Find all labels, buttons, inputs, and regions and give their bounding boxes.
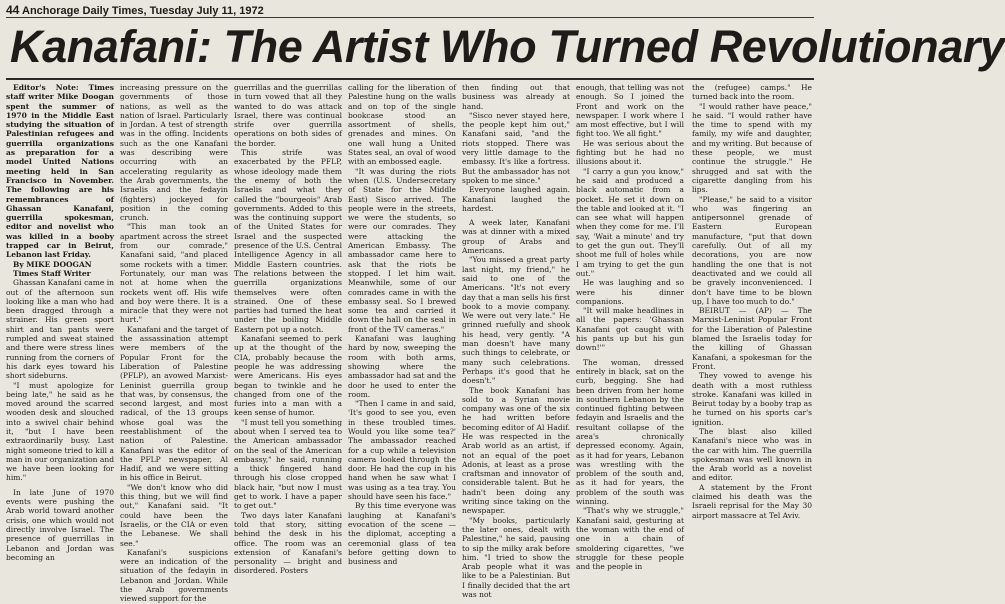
- article-paragraph: "Then I came in and said, 'It's good to see you, even in these troubled times. Would you like some tea?' The ambassador reached for a cup while a television camera looked through the door. He had the cup in his hand when he saw what I was using as a tea tray. You should have seen his face.": [348, 399, 456, 502]
- article-paragraph: "Please," he said to a visitor who was fingering an antipersonnel grenade of Eastern European manufacture, "put that down carefully. Out of all my decorations, you are now handling the one that is not deactivated and we could all be gravely inconvenienced. I don't have time to be blown up, I have too much to do.": [692, 194, 812, 306]
- byline-author: By MIKE DOOGAN: [13, 259, 92, 269]
- article-paragraph: "I would rather have peace," he said. "I would rather have the time to spend with my family, my wife and daughter, and my writing. But because of these people, we must continue the struggle." He shrugged and sat with the cigarette dangling from his lips.: [692, 101, 812, 195]
- publication-name: Anchorage Daily Times,: [22, 5, 147, 17]
- article-paragraph: Kanafani and the target of the assassination attempt were members of the Popular Front for the Liberation of Palestine (PFLP), an avowed Marxist-Leninist guerrilla group that was, by consensus, the second largest, and most radical, of the 13 groups whose goal was the reestablishment of the nation of Palestine. Kanafani was the editor of the PFLP newspaper, Al Hadif, and we were sitting in his office in Beirut.: [120, 324, 228, 483]
- article-column-5: [462, 83, 570, 600]
- article-column-4: [348, 83, 456, 567]
- article-column-7: [692, 83, 812, 520]
- article-paragraph: They vowed to avenge his death with a most ruthless stroke. Kanafani was killed in Beirut today by a booby trap as he turned on his sports car's ignition.: [692, 371, 812, 427]
- article-paragraph: A statement by the Front claimed his death was the Israeli reprisal for the May 30 airport massacre at Tel Aviv.: [692, 482, 812, 520]
- article-paragraph: Everyone laughed again. Kanafani laughed the hardest.: [462, 185, 570, 213]
- article-paragraph: Kanafani was laughing hard by now, sweeping the room with both arms, showing where the ambassador had sat and the door he used to enter the room.: [348, 334, 456, 399]
- article-paragraph: "I carry a gun you know," he said and produced a black automatic from a pocket. He set it down on the table and looked at it. "I can see what will happen when they come for me. I'll say, 'Wait a minute' and try to get the gun out. They'll shoot me full of holes while I am trying to get the gun out.": [576, 166, 684, 278]
- article-paragraph: "That's why we struggle," Kanafani said, gesturing at the woman with the end of one in a chain of smoldering cigarettes, "we struggle for these people and the people in: [576, 506, 684, 572]
- page-number: 44: [6, 3, 20, 17]
- article-paragraph: This strife was exacerbated by the PFLP, whose ideology made them the enemy of both the Israelis and what they called the "bourgeois" Arab governments. Added to this was the continuing support of the United States for Israel and the suspected presence of the U.S. Central Intelligence Agency in all Middle Eastern countries. The relations between the guerrilla organizations themselves were often strained. One of these parties had turned the heat under the boiling Middle Eastern pot up a notch.: [234, 148, 342, 334]
- article-paragraph: "This man took an apartment across the street from our comrade," Kanafani said, "and placed some rockets with a timer. Fortunately, our man was not at home when the rockets went off. His wife and boy were there. It is a miracle that they were not hurt.": [120, 222, 228, 325]
- article-paragraph: enough, that telling was not enough. So I joined the Front and work on the newspaper. I work where I am most effective, but I will fight too. We all fight.": [576, 83, 684, 139]
- article-paragraph: Ghassan Kanafani came in out of the afternoon sun looking like a man who had been dragged through a strainer. His green sport shirt and tan pants were rumpled and sweat stained and there were stress lines running from the corners of his dark eyes toward his short sideburns.: [6, 278, 114, 381]
- article-column-6: [576, 83, 684, 572]
- article-paragraph: "We don't know who did this thing, but we will find out," Kanafani said. "It could have been the Israelis, or the CIA or even the Lebanese. We shall see.": [120, 482, 228, 548]
- article-paragraph: "Sisco never stayed here, the people kept him out," Kanafani said, "and the riots stopped. There was very little damage to the embassy. It's like a fortress. But the ambassador has not spoken to me since.": [462, 110, 570, 185]
- article-paragraph: The woman, dressed entirely in black, sat on the curb, begging. She had been driven from her home in southern Lebanon by the continued fighting between fedayin and Israelis and the resultant collapse of the area's chronically depressed economy. Again, as it had for years, Lebanon was wrestling with the problem of the south and, as it had for years, the problem of the south was winning.: [576, 357, 684, 507]
- article-paragraph: He was laughing and so were his dinner companions.: [576, 278, 684, 306]
- headline-rule: [6, 78, 814, 80]
- article-paragraph: Two days later Kanafani told that story, sitting behind the desk in his office. The room was an extension of Kanafani's personality — bright and disordered. Posters: [234, 510, 342, 576]
- article-paragraph: then finding out that business was already at hand.: [462, 83, 570, 111]
- article-paragraph: "I must apologize for being late," he said as he moved around the scarred wooden desk and slouched into a swivel chair behind it, "but I have been extraordinarily busy. Last night someone tried to kill a man in our organization and we have been looking for him.": [6, 380, 114, 483]
- article-paragraph: the (refugee) camps." He turned back into the room.: [692, 83, 812, 102]
- article-paragraph: "It will make headlines in all the papers: 'Ghassan Kanafani got caught with his pants up but his gun down!'": [576, 306, 684, 353]
- article-paragraph: Kanafani's suspicions were an indication of the situation of the fedayin in Lebanon and Jordan. While the Arab governments viewed support for the: [120, 547, 228, 604]
- article-paragraph: In late June of 1970 events were pushing the Arab world toward another crisis, one which would not directly involve Israel. The presence of guerrillas in Lebanon and Jordan was becoming an: [6, 487, 114, 562]
- article-paragraph: calling for the liberation of Palestine hung on the walls and on top of the single bookcase stood an assortment of shells, grenades and mines. On one wall hung a United States seal, an oval of wood with an embossed eagle.: [348, 83, 456, 167]
- article-paragraph: "My books, particularly the later ones, dealt with Palestine," he said, pausing to sip the milky arak before him. "I tried to show the Arab people what it was like to be a Palestinian. But I finally decided that the art was not: [462, 515, 570, 600]
- article-column-2: [120, 83, 228, 604]
- article-paragraph: guerrillas and the guerrillas in turn vowed that all they wanted to do was attack Israel, there was continual strife over guerrilla operations on both sides of the border.: [234, 83, 342, 148]
- byline-title: Times Staff Writer: [13, 268, 91, 278]
- article-paragraph: increasing pressure on the governments of those nations, as well as the nation of Israel. Particularly in Jordan. A test of strength was in the offing. Incidents such as the one Kanafani was describing were occurring with an accelerating regularity as the Arab governments, the Israelis and the fedayin (fighters) jockeyed for position in the coming crunch.: [120, 83, 228, 223]
- dateline-paragraph: BEIRUT — (AP) — The Marxist-Leninist Popular Front for the Liberation of Palestine blamed the Israelis today for the killing of Ghassan Kanafani, a spokesman for the Front.: [692, 306, 812, 371]
- masthead: [6, 3, 814, 17]
- publication-date: Tuesday July 11, 1972: [149, 5, 264, 17]
- article-paragraph: A week later, Kanafani was at dinner with a mixed group of Arabs and Americans.: [462, 218, 570, 256]
- article-paragraph: The blast also killed Kanafani's niece who was in the car with him. The guerrilla spokesman was well known in the Arab world as a novelist and editor.: [692, 426, 812, 483]
- article-headline: Kanafani: The Artist Who Turned Revolutionary: [10, 21, 1005, 72]
- article-paragraph: The book Kanafani has sold to a Syrian movie company was one of the six he had written before becoming editor of Al Hadif. He was respected in the Arab world as an artist, if not an equal of the poet Adonis, at least as a prose craftsman and innovator of considerable talent. But he hadn't been doing any writing since taking on the newspaper.: [462, 385, 570, 516]
- article-column-1: [6, 83, 114, 562]
- article-paragraph: He was serious about the fighting but he had no illusions about it.: [576, 138, 684, 167]
- article-column-3: [234, 83, 342, 576]
- article-paragraph: Kanafani seemed to perk up at the thought of the CIA, probably because the people he was addressing were Americans. His eyes began to twinkle and he changed from one of the furies into a man with a keen sense of humor.: [234, 334, 342, 418]
- editors-note: Editor's Note: Times staff writer Mike Doogan spent the summer of 1970 in the Middle East studying the situation of Palestinian refugees and guerrilla organizations as preparation for a model United Nations meeting held in San Francisco in November. The following are his remembrances of Ghassan Kanafani, guerrilla spokesman, editor and novelist who was killed in a booby trapped car in Beirut, Lebanon last Friday.: [6, 83, 114, 260]
- article-paragraph: "It was during the riots when (U.S. Undersecretary of State for the Middle East) Sisco arrived. The people were in the streets, we were the students, so were our comrades. They were attacking the American Embassy. The ambassador came here to ask that the riots be stopped. I let him wait. Meanwhile, some of our comrades came in with the embassy seal. So I brewed some tea and carried it down the hall on the seal in front of the TV cameras.": [348, 166, 456, 334]
- article-paragraph: By this time everyone was laughing at Kanafani's evocation of the scene — the diplomat, accepting a ceremonial glass of tea before getting down to business and: [348, 501, 456, 567]
- article-paragraph: "You missed a great party last night, my friend," he said to one of the Americans. "It's not every day that a man sells his first book to a movie company. We were out very late." He grinned ruefully and shook his head, very gently. "A man doesn't have many such things to celebrate, or many such celebrations. Perhaps it's good that he doesn't.": [462, 255, 570, 386]
- article-paragraph: "I must tell you something about when I served tea to the American ambassador on the seal of the American embassy," he said, running a thick fingered hand through his close cropped black hair, "but now I must get to work. I have a paper to get out.": [234, 417, 342, 511]
